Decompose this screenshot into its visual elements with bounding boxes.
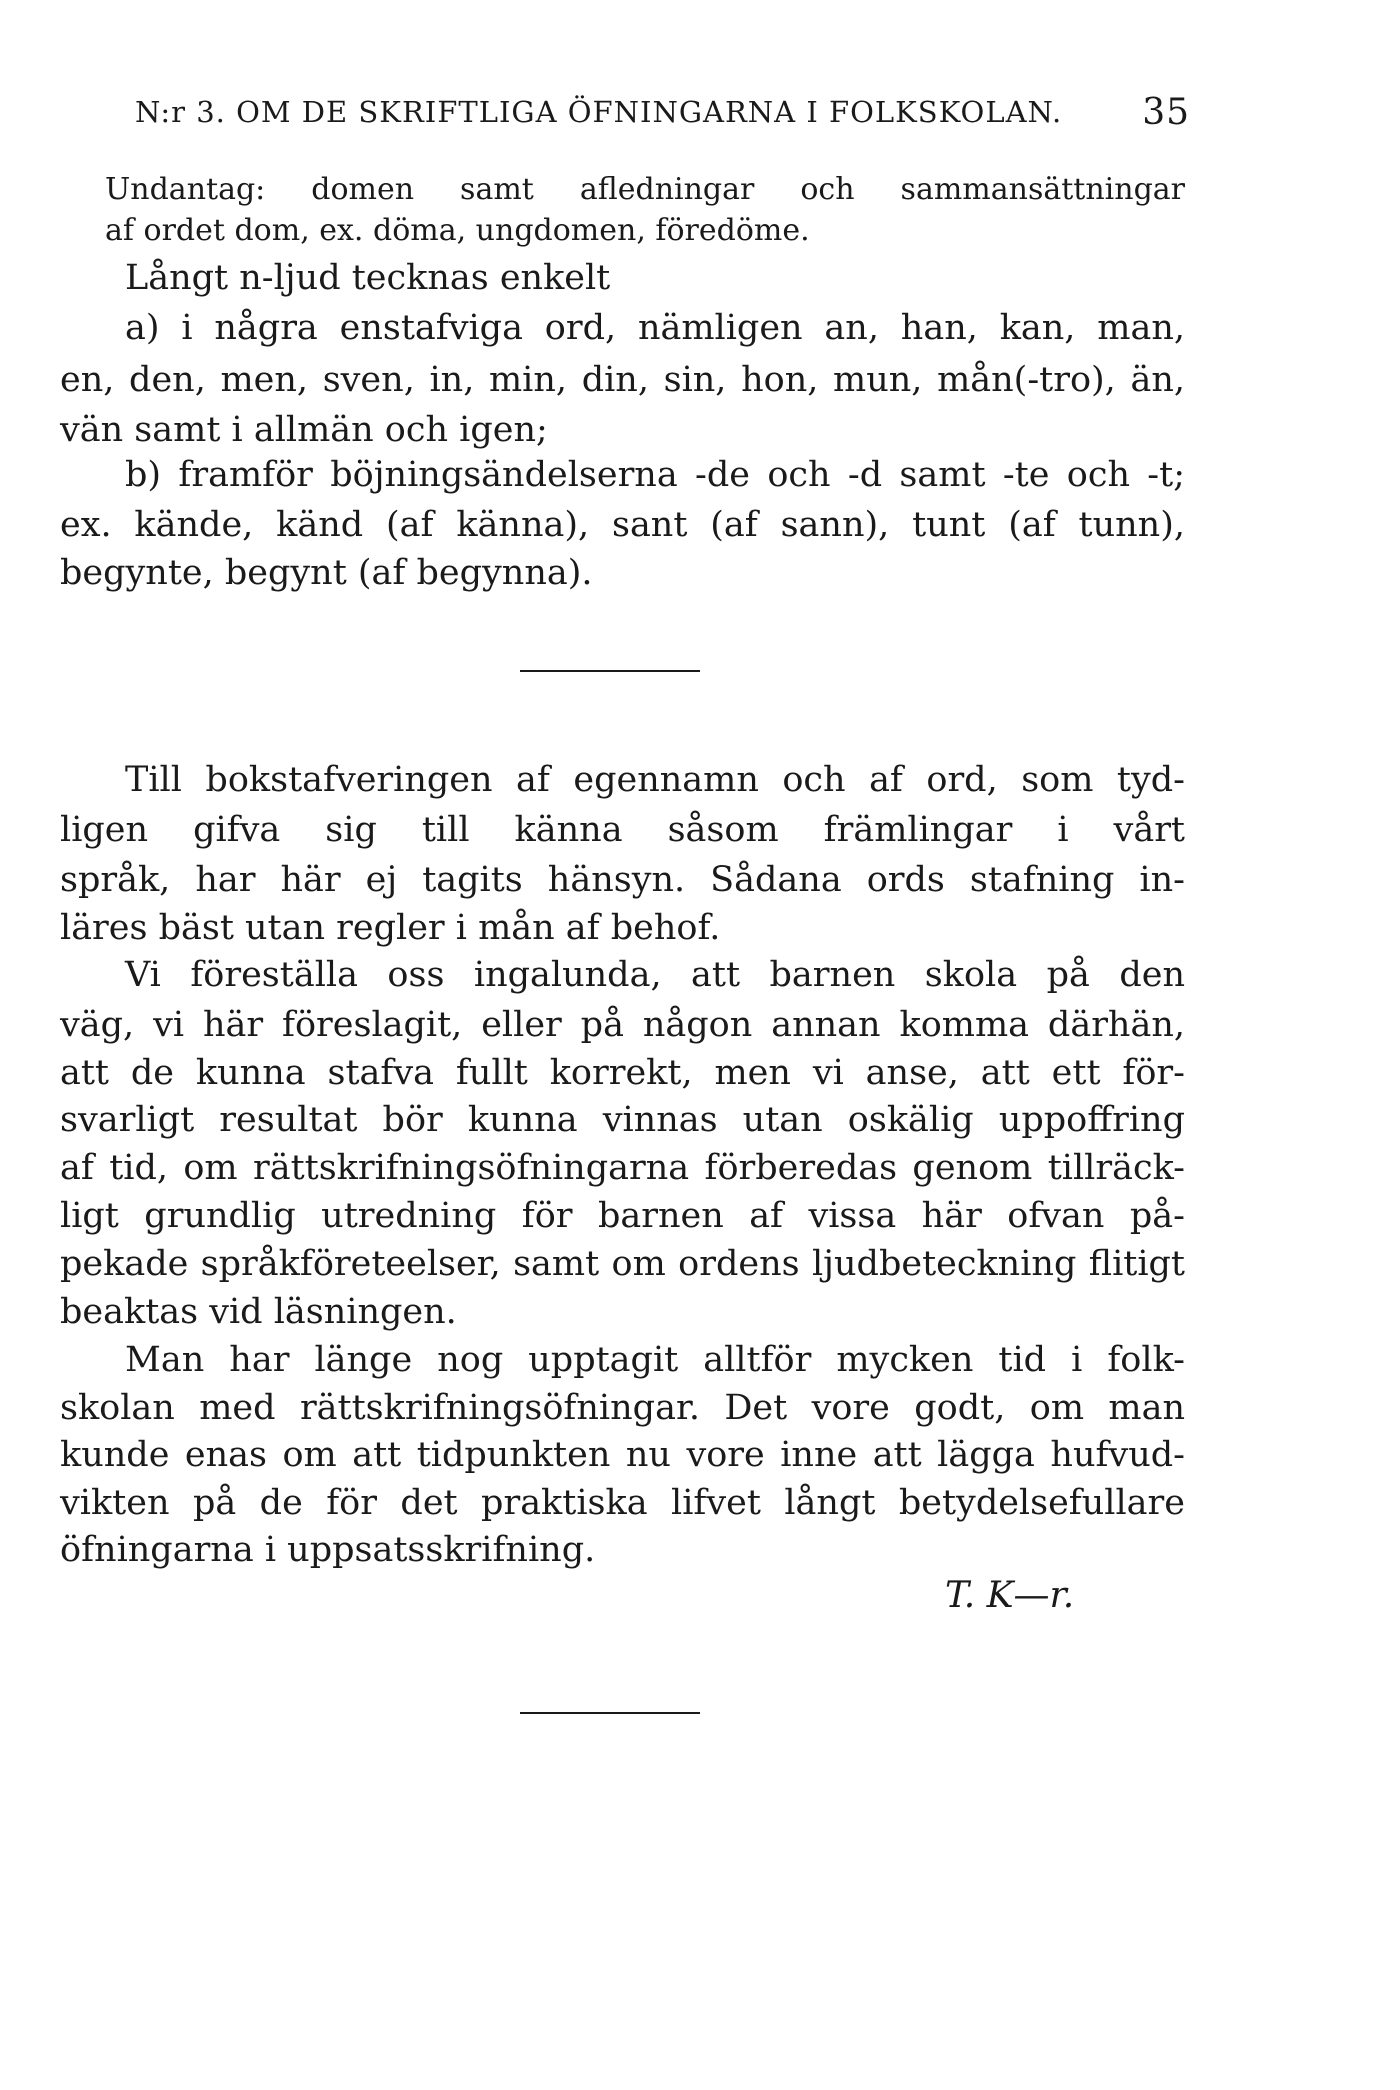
author-signature: T. K—r. [945, 1575, 1075, 1616]
paragraph-line: en, den, men, sven, in, min, din, sin, hon, mun, mån(-tro), än, [60, 360, 1185, 400]
paragraph-line: Man har länge nog upptagit alltför mycken tid i folk- [125, 1340, 1185, 1380]
paragraph-line: a) i några enstafviga ord, nämligen an, han, kan, man, [125, 308, 1185, 348]
paragraph-line: af tid, om rättskrifningsöfningarna förberedas genom tillräck- [60, 1148, 1185, 1188]
paragraph-line: begynte, begynt (af begynna). [60, 553, 593, 593]
paragraph-line: b) framför böjningsändelserna -de och -d samt -te och -t; [125, 455, 1185, 495]
paragraph-line: Till bokstafveringen af egennamn och af ord, som tyd- [125, 760, 1185, 800]
paragraph-line: väg, vi här föreslagit, eller på någon annan komma därhän, [60, 1005, 1185, 1045]
running-title: N:r 3. OM DE SKRIFTLIGA ÖFNINGARNA I FOLKSKOLAN. [135, 95, 1063, 129]
paragraph-line: ligt grundlig utredning för barnen af vissa här ofvan på- [60, 1196, 1185, 1236]
running-header [135, 92, 1190, 141]
paragraph-line: vän samt i allmän och igen; [60, 410, 548, 450]
paragraph-line: språk, har här ej tagits hänsyn. Sådana ords stafning in- [60, 860, 1185, 900]
exception-line-1: Undantag: domen samt afledningar och sammansättningar [105, 172, 1185, 207]
section-divider [520, 1712, 700, 1714]
paragraph-line: pekade språkföreteelser, samt om ordens ljudbeteckning flitigt [60, 1244, 1185, 1284]
paragraph-line: skolan med rättskrifningsöfningar. Det vore godt, om man [60, 1388, 1185, 1428]
paragraph-line: kunde enas om att tidpunkten nu vore inne att lägga hufvud- [60, 1435, 1185, 1475]
paragraph-line: läres bäst utan regler i mån af behof. [60, 908, 721, 948]
paragraph-line: beaktas vid läsningen. [60, 1292, 457, 1332]
paragraph-line: ex. kände, känd (af känna), sant (af sann), tunt (af tunn), [60, 505, 1185, 545]
paragraph-line: Långt n-ljud tecknas enkelt [125, 258, 611, 298]
paragraph-line: Vi föreställa oss ingalunda, att barnen skola på den [125, 955, 1185, 995]
page-number: 35 [1142, 92, 1190, 133]
section-divider [520, 670, 700, 672]
paragraph-line: att de kunna stafva fullt korrekt, men vi anse, att ett för- [60, 1053, 1185, 1093]
paragraph-line: vikten på de för det praktiska lifvet långt betydelsefullare [60, 1483, 1185, 1523]
paragraph-line: öfningarna i uppsatsskrifning. [60, 1530, 596, 1570]
exception-line-2: af ordet dom, ex. döma, ungdomen, föredöme. [105, 213, 810, 248]
paragraph-line: ligen gifva sig till känna såsom främlingar i vårt [60, 810, 1185, 850]
paragraph-line: svarligt resultat bör kunna vinnas utan oskälig uppoffring [60, 1100, 1185, 1140]
